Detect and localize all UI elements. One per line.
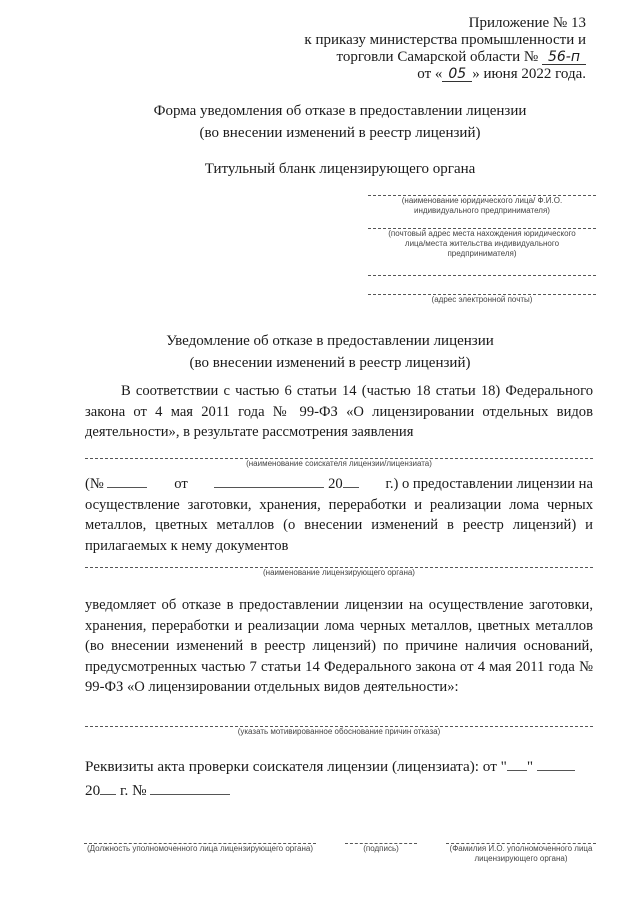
signature-fio: (Фамилия И.О. уполномоченного лица лицензирующего органа) — [446, 843, 596, 864]
signature-block — [84, 843, 596, 864]
signature-position: (Должность уполномоченного лица лицензирующего органа) — [84, 843, 316, 864]
reason-line: (указать мотивированное обоснование причин отказа) — [85, 726, 593, 737]
application-date-blank — [214, 487, 324, 488]
paragraph-2: (№ от 20 г.) о предоставлении лицензии на осуществление заготовки, хранения, переработки и реализации лома черных металлов, цветных металлов (о внесении изменений в реестр лицензий) и прилагаемых к нему документов — [85, 476, 593, 554]
signature-sign: (подпись) — [345, 843, 417, 864]
paragraph-4: Реквизиты акта проверки соискателя лицензии (лицензиата): от " " 20 г. № — [85, 755, 593, 803]
paragraph-3: уведомляет об отказе в предоставлении лицензии на осуществление заготовки, хранения, переработки и реализации лома черных металлов, цветных металлов (во внесении изменений в реестр лицензий) по причине наличия оснований, предусмотренных частью 7 статьи 14 Федерального закона от 4 мая 2011 года № 99-ФЗ «О лицензировании отдельных видов деятельности»: — [85, 597, 593, 695]
application-number-blank — [107, 487, 147, 488]
notice-title: Уведомление об отказе в предоставлении лицензии (во внесении изменений в реестр лицензий) — [166, 333, 494, 371]
appendix-line3: торговли Самарской области № 56-п — [186, 49, 586, 66]
inspection-month-blank — [537, 770, 575, 771]
appendix-header — [186, 15, 586, 83]
appendix-line2: к приказу министерства промышленности и — [304, 32, 586, 48]
addressee-block: (наименование юридического лица/ Ф.И.О. индивидуального предпринимателя) (почтовый адрес места нахождения юридического лица/места жительства индивидуального предпринимателя) (адрес электронной почты) — [368, 195, 596, 305]
addressee-extra-line — [368, 275, 596, 276]
order-day: 05 — [442, 67, 472, 82]
order-number: 56-п — [542, 50, 586, 65]
applicant-line: (наименование соискателя лицензии/лицензиата) — [85, 458, 593, 469]
inspection-number-blank — [150, 794, 230, 795]
authority-line: (наименование лицензирующего органа) — [85, 567, 593, 578]
letterhead-label: Титульный бланк лицензирующего органа — [204, 161, 476, 177]
appendix-line4: от « 05 » июня 2022 года. — [417, 66, 586, 82]
appendix-line1: Приложение № 13 — [468, 15, 586, 31]
paragraph-1: В соответствии с частью 6 статьи 14 (частью 18 статьи 18) Федерального закона от 4 мая 2011 года № 99-ФЗ «О лицензировании отдельных видов деятельности», в результате рассмотрения заявления — [85, 383, 593, 440]
form-title: Форма уведомления об отказе в предоставлении лицензии (во внесении изменений в реестр лицензий) — [153, 103, 527, 141]
